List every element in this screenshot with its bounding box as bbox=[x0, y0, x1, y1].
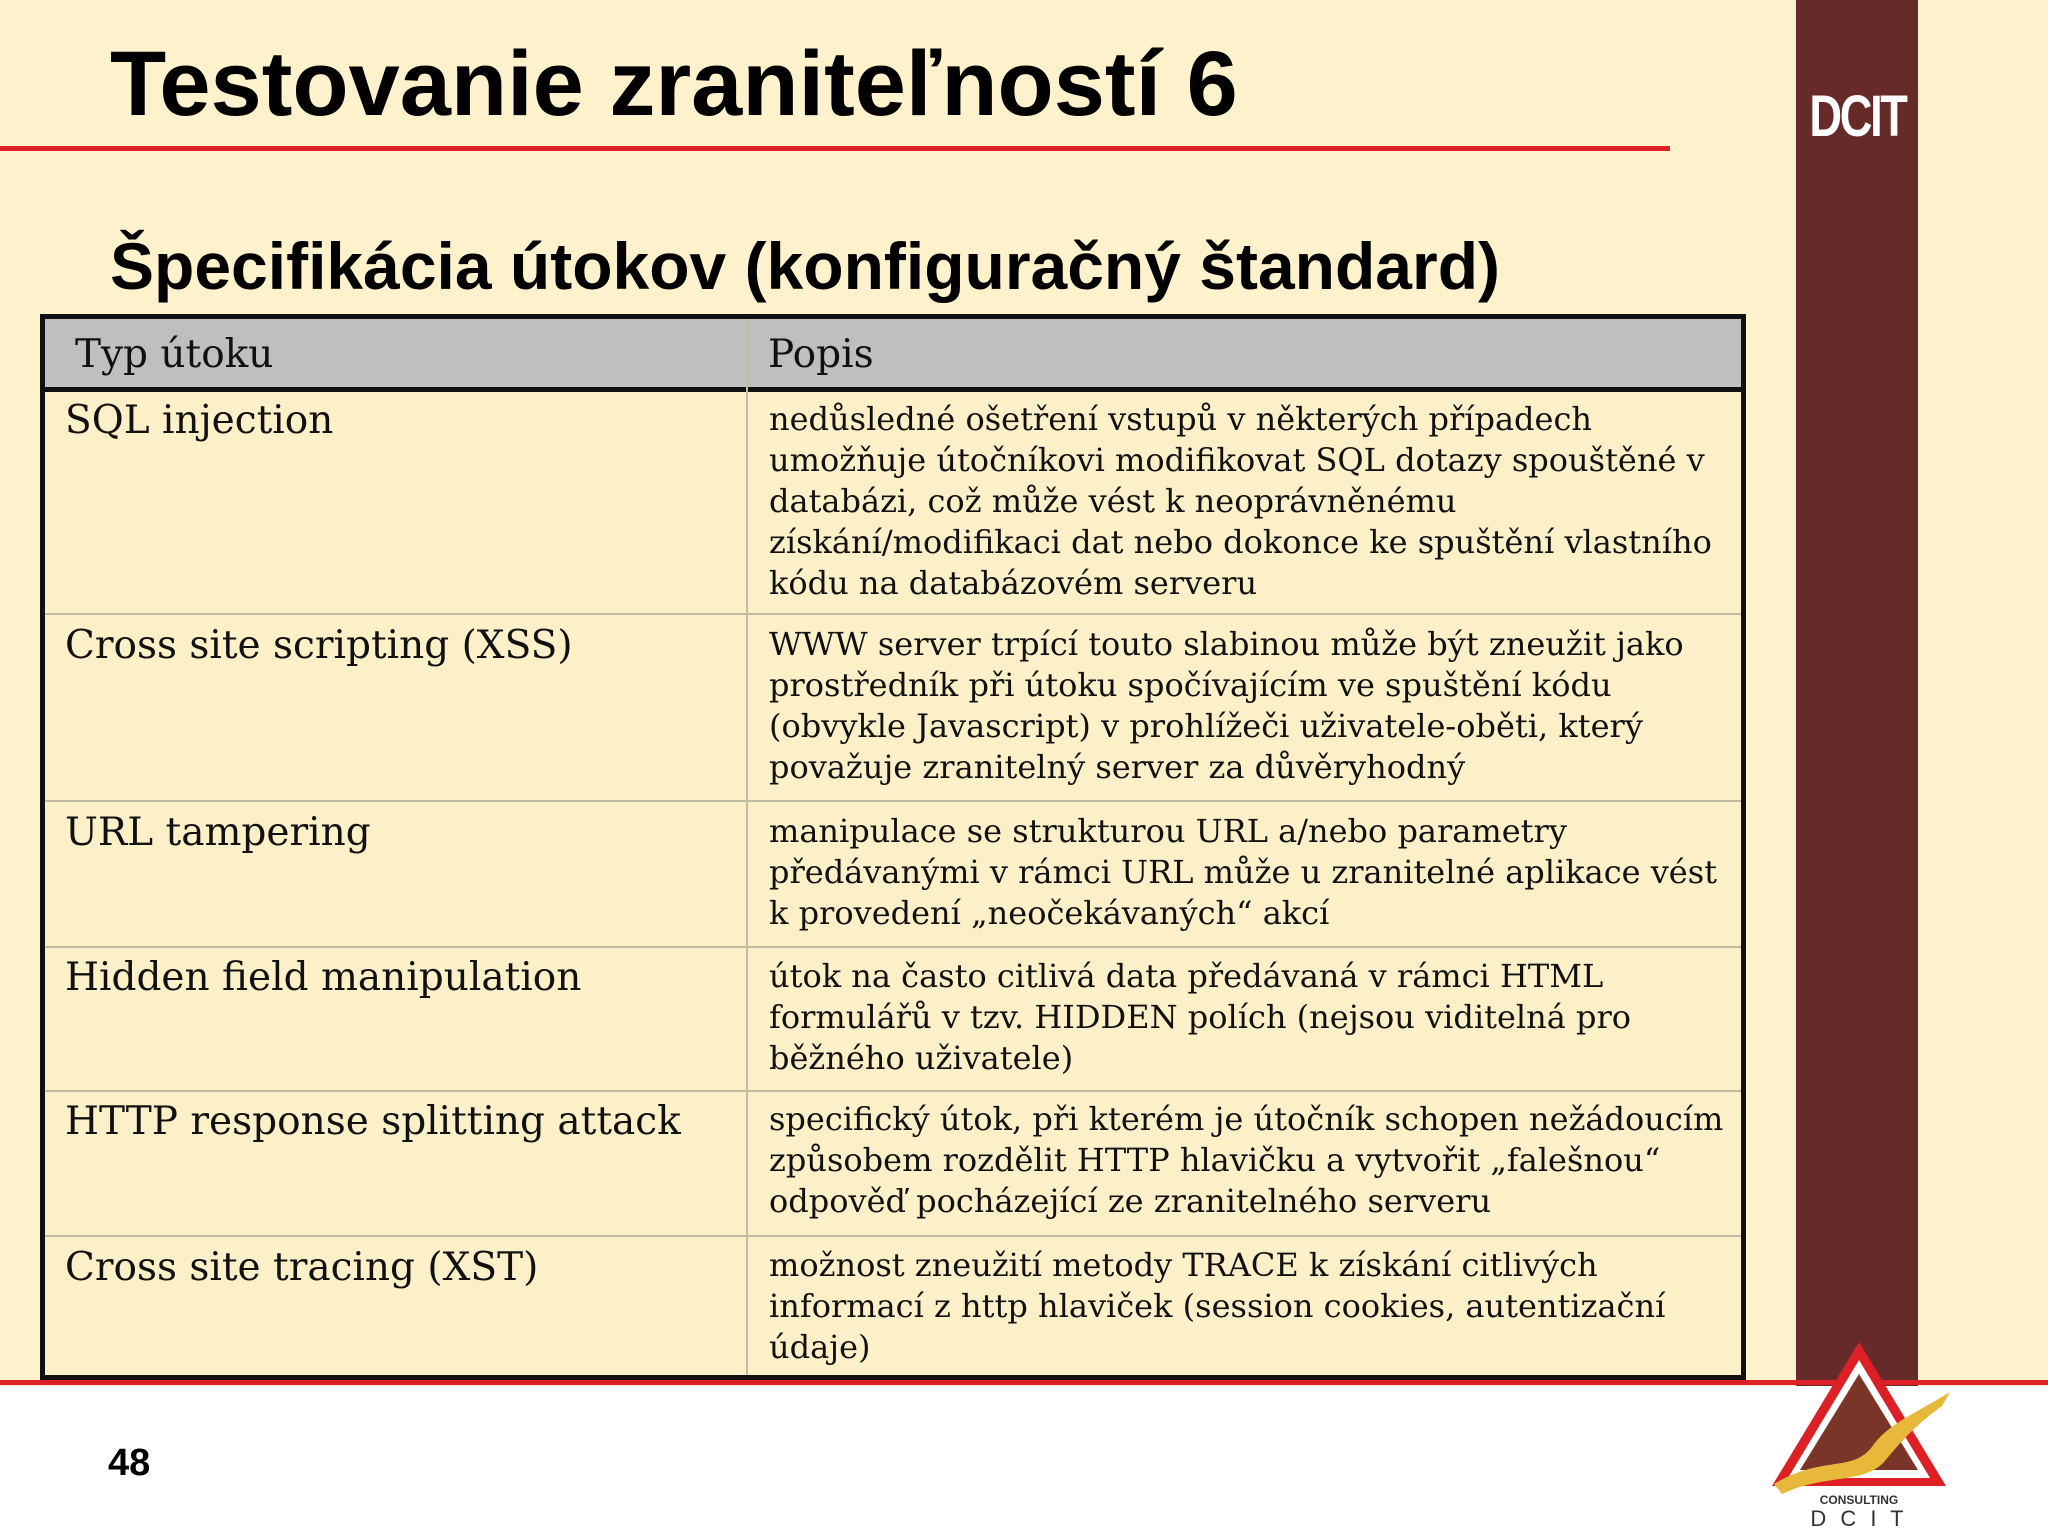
row-1-description: nedůsledné ošetření vstupů v některých případech umožňuje útočníkovi modifikovat SQL dotazy spouštěné v databázi, což může vést k neoprávněnému získání/modifikaci dat nebo dokonce ke spuštění vlastního kódu na databázovém serveru bbox=[769, 400, 1712, 602]
header-attack-type: Typ útoku bbox=[75, 332, 274, 377]
row-2-attack-type: Cross site scripting (XSS) bbox=[65, 623, 573, 668]
slide-title: Testovanie zraniteľností 6 bbox=[110, 33, 1238, 135]
dcit-consulting-logo bbox=[1764, 1334, 1954, 1530]
brand-wordmark: DCIT bbox=[1809, 84, 1906, 149]
row-6-attack-type: Cross site tracing (XST) bbox=[65, 1245, 539, 1290]
row-2-description: WWW server trpící touto slabinou může být zneužit jako prostředník při útoku spočívajícím ve spuštění kódu (obvykle Javascript) v prohlížeči uživatele-oběti, který považuje zranitelný server za důvěryhodný bbox=[769, 625, 1684, 786]
attack-table bbox=[40, 314, 1746, 1380]
row-5-description: specifický útok, při kterém je útočník schopen nežádoucím způsobem rozdělit HTTP hlavičku a vytvořit „falešnou“ odpověď pocházející ze zranitelného serveru bbox=[769, 1100, 1724, 1220]
row-divider bbox=[45, 613, 1741, 615]
row-6-description: možnost zneužití metody TRACE k získání citlivých informací z http hlaviček (session cookies, autentizační údaje) bbox=[769, 1246, 1666, 1366]
header-description: Popis bbox=[768, 332, 874, 377]
column-divider bbox=[746, 319, 748, 1375]
logo-consulting-text: CONSULTING bbox=[1819, 1493, 1899, 1507]
row-4-description: útok na často citlivá data předávaná v rámci HTML formulářů v tzv. HIDDEN polích (nejsou viditelná pro běžného uživatele) bbox=[769, 957, 1632, 1077]
row-divider bbox=[45, 1235, 1741, 1237]
row-5-attack-type: HTTP response splitting attack bbox=[65, 1099, 681, 1144]
row-1-attack-type: SQL injection bbox=[65, 398, 334, 443]
page-number: 48 bbox=[108, 1442, 151, 1484]
brand-sidebar bbox=[1796, 0, 1918, 1386]
row-3-description: manipulace se strukturou URL a/nebo parametry předávanými v rámci URL může u zranitelné aplikace vést k provedení „neočekávaných“ akcí bbox=[769, 812, 1718, 932]
table-header-row bbox=[45, 319, 1741, 392]
row-divider bbox=[45, 1090, 1741, 1092]
row-3-attack-type: URL tampering bbox=[65, 810, 371, 855]
title-underline bbox=[0, 146, 1670, 151]
logo-dcit-text: D C I T bbox=[1810, 1506, 1908, 1530]
slide-subtitle: Špecifikácia útokov (konfiguračný štandard) bbox=[110, 229, 1500, 303]
row-divider bbox=[45, 800, 1741, 802]
row-4-attack-type: Hidden field manipulation bbox=[65, 955, 582, 1000]
row-divider bbox=[45, 946, 1741, 948]
footer-rule bbox=[0, 1380, 2048, 1385]
